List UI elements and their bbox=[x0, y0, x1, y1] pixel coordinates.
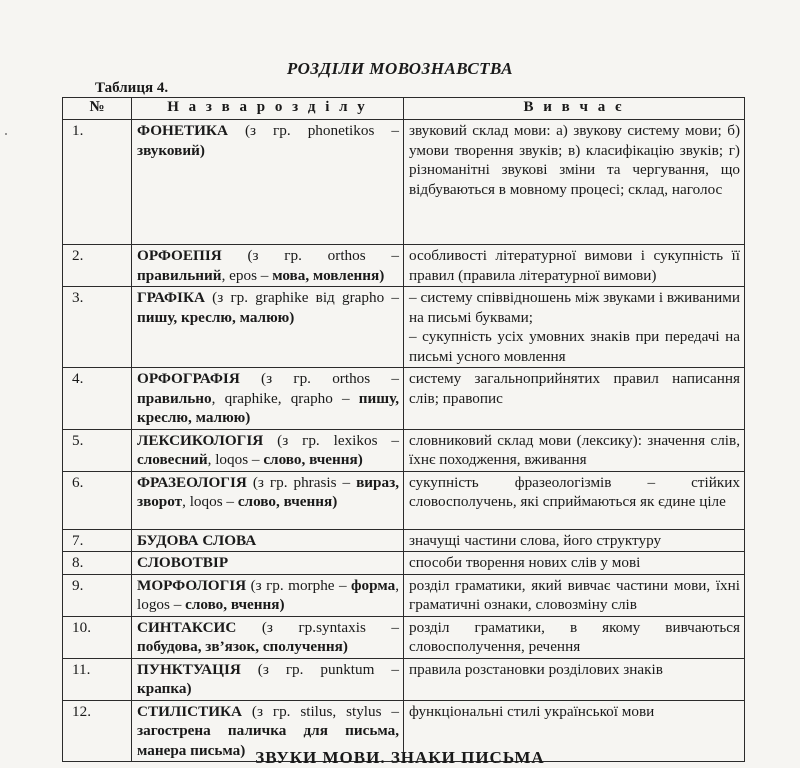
section-studies: функціональні стилі української мови bbox=[404, 700, 745, 762]
section-name-bold: звуковий) bbox=[137, 141, 205, 159]
section-name-bold: форма bbox=[351, 576, 396, 594]
margin-speck bbox=[5, 133, 7, 135]
section-name bbox=[132, 471, 404, 529]
section-name-etymology: , loqos – bbox=[207, 451, 264, 468]
table-row bbox=[63, 658, 745, 700]
header-section-name: Н а з в а р о з д і л у bbox=[132, 98, 404, 120]
section-name-bold: ЛЕКСИКОЛОГІЯ bbox=[137, 431, 264, 449]
section-name-bold: ОРФОГРАФІЯ bbox=[137, 370, 240, 387]
section-name bbox=[132, 658, 404, 700]
table-header-row bbox=[63, 98, 745, 120]
section-studies: систему загальноприйнятих правил написання слів; правопис bbox=[404, 368, 745, 430]
row-number: 3. bbox=[63, 287, 132, 368]
section-name-bold: крапка) bbox=[137, 680, 192, 697]
section-name-bold: словесний bbox=[137, 451, 208, 468]
row-number: 2. bbox=[63, 245, 132, 287]
section-name-etymology: (з гр. morphe – bbox=[246, 576, 352, 594]
section-name bbox=[132, 245, 404, 287]
row-number: 12. bbox=[63, 700, 132, 762]
section-studies: – систему співвідношень між звуками і вживаними на письмі буквами; – сукупність усіх умовних знаків при передачі на письмі усного мовлення bbox=[404, 287, 745, 368]
section-name-bold: МОРФОЛОГІЯ bbox=[137, 576, 247, 594]
section-name-etymology: (з гр. orthos – bbox=[239, 370, 399, 387]
row-number: 11. bbox=[63, 658, 132, 700]
section-name-bold: ФОНЕТИКА bbox=[137, 122, 228, 139]
section-name-bold: СИНТАКСИС bbox=[137, 618, 237, 636]
table-row bbox=[63, 429, 745, 471]
section-name-bold: правильний bbox=[137, 266, 222, 284]
section-name-etymology: (з гр. stilus, stylus – bbox=[242, 702, 399, 720]
section-name-bold: слово, вчення) bbox=[237, 493, 338, 510]
table-row bbox=[63, 368, 745, 430]
section-name-bold: мова, мовлення) bbox=[272, 266, 385, 284]
row-number: 7. bbox=[63, 529, 132, 552]
section-name-etymology: (з гр.syntaxis – bbox=[236, 618, 399, 636]
section-name-etymology: , qraphike, qrapho – bbox=[211, 389, 359, 407]
row-number: 8. bbox=[63, 552, 132, 575]
table-row bbox=[63, 120, 745, 245]
section-name-etymology: , logos – bbox=[137, 576, 399, 613]
table-row bbox=[63, 529, 745, 552]
section-studies: звуковий склад мови: а) звукову систему мови; б) умови творення звуків; в) класифікацію звуків; г) різноманітні звукові зміни та чергування, що відбуваються в мовному процесі; склад, наголос bbox=[404, 120, 745, 245]
row-number: 4. bbox=[63, 368, 132, 430]
section-name-bold: пишу, креслю, малюю) bbox=[137, 389, 399, 426]
row-number: 6. bbox=[63, 471, 132, 529]
linguistics-sections-table bbox=[62, 97, 745, 762]
section-name-bold: вираз, зворот bbox=[137, 473, 399, 510]
table-row bbox=[63, 471, 745, 529]
row-number: 9. bbox=[63, 574, 132, 616]
section-studies: способи творення нових слів у мові bbox=[404, 552, 745, 575]
table-row bbox=[63, 245, 745, 287]
section-name-etymology: (з гр. orthos – bbox=[221, 247, 399, 264]
section-studies: сукупність фразеологізмів – стійких словосполучень, які сприймаються як єдине ціле bbox=[404, 471, 745, 529]
table-row bbox=[63, 552, 745, 575]
section-name-etymology: (з гр. phrasis – bbox=[246, 473, 357, 491]
section-name-etymology: (з гр. phonetikos – bbox=[227, 122, 399, 139]
header-studies: В и в ч а є bbox=[404, 98, 745, 120]
section-name-bold: ГРАФІКА bbox=[137, 289, 205, 306]
section-name-bold: слово, вчення) bbox=[263, 451, 363, 468]
section-name bbox=[132, 120, 404, 245]
header-number: № bbox=[63, 98, 132, 120]
section-name-bold: ПУНКТУАЦІЯ bbox=[137, 660, 241, 678]
next-section-heading: ЗВУКИ МОВИ. ЗНАКИ ПИСЬМА bbox=[255, 748, 545, 767]
row-number: 1. bbox=[63, 120, 132, 245]
section-name-bold: СЛОВОТВІР bbox=[137, 554, 229, 571]
section-studies: словниковий склад мови (лексику): значення слів, їхнє походження, вживання bbox=[404, 429, 745, 471]
section-studies: особливості літературної вимови і сукупність її правил (правила літературної вимови) bbox=[404, 245, 745, 287]
section-name-bold: БУДОВА СЛОВА bbox=[137, 531, 257, 549]
section-name-etymology: , loqos – bbox=[182, 493, 238, 510]
section-studies: значущі частини слова, його структуру bbox=[404, 529, 745, 552]
table-row bbox=[63, 287, 745, 368]
table-label: Таблиця 4. bbox=[95, 80, 169, 96]
section-studies: розділ граматики, в якому вивчаються словосполучення, речення bbox=[404, 616, 745, 658]
table-row bbox=[63, 574, 745, 616]
section-name-etymology: , epos – bbox=[221, 266, 273, 284]
section-name-bold: побудова, зв’язок, сполучення) bbox=[137, 638, 348, 655]
section-name-bold: пишу, креслю, малюю) bbox=[137, 308, 295, 326]
section-name-bold: слово, вчення) bbox=[185, 596, 285, 613]
page-title: РОЗДІЛИ МОВОЗНАВСТВА bbox=[286, 59, 514, 78]
section-name bbox=[132, 574, 404, 616]
section-name-etymology: (з гр. punktum – bbox=[240, 660, 399, 678]
row-number: 5. bbox=[63, 429, 132, 471]
section-name-bold: правильно bbox=[137, 389, 212, 407]
section-name-bold: СТИЛІСТИКА bbox=[137, 702, 243, 720]
section-name bbox=[132, 552, 404, 575]
section-name-bold: ФРАЗЕОЛОГІЯ bbox=[137, 473, 247, 491]
row-number: 10. bbox=[63, 616, 132, 658]
section-name bbox=[132, 368, 404, 430]
section-name-bold: ОРФОЕПІЯ bbox=[137, 247, 222, 264]
table-row bbox=[63, 616, 745, 658]
section-name bbox=[132, 616, 404, 658]
section-name-etymology: (з гр. lexikos – bbox=[263, 431, 399, 449]
section-name bbox=[132, 287, 404, 368]
section-name bbox=[132, 429, 404, 471]
section-name-bold: загострена паличка для письма, манера письма) bbox=[137, 722, 399, 759]
section-studies: правила розстановки розділових знаків bbox=[404, 658, 745, 700]
section-name bbox=[132, 529, 404, 552]
section-name-etymology: (з гр. graphike від grapho – bbox=[204, 289, 399, 306]
section-studies: розділ граматики, який вивчає частини мови, їхні граматичні ознаки, словозміну слів bbox=[404, 574, 745, 616]
